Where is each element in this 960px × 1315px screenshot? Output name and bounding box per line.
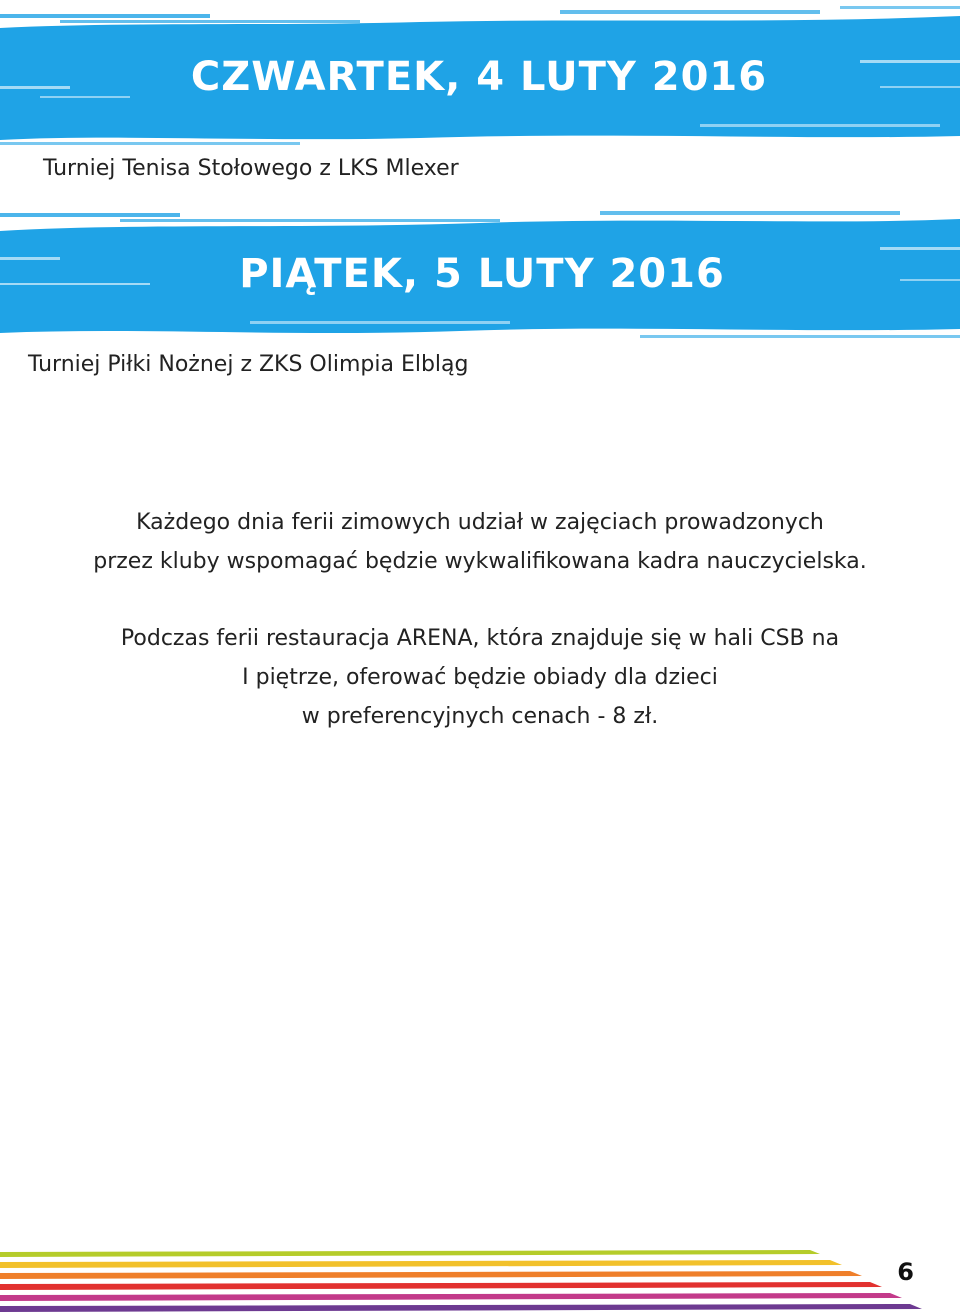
paragraph-line: przez kluby wspomagać będzie wykwalifikowana kadra nauczycielska. (93, 549, 867, 574)
paragraph-line: w preferencyjnych cenach - 8 zł. (301, 704, 659, 729)
event-text: Turniej Piłki Nożnej z ZKS Olimpia Elbląg (28, 352, 469, 377)
day-title: CZWARTEK, 4 LUTY 2016 (190, 54, 768, 100)
info-paragraph-instructors (0, 503, 960, 581)
paragraph-line: I piętrze, oferować będzie obiady dla dzieci (242, 665, 718, 690)
day-banner-thursday (0, 0, 960, 145)
day-title: PIĄTEK, 5 LUTY 2016 (239, 251, 725, 297)
paragraph-line: Każdego dnia ferii zimowych udział w zajęciach prowadzonych (136, 510, 824, 535)
day-banner-friday (0, 205, 960, 345)
info-paragraph-restaurant (0, 619, 960, 736)
page-number: 6 (897, 1258, 914, 1286)
event-text: Turniej Tenisa Stołowego z LKS Mlexer (43, 156, 459, 181)
footer-rainbow-stripes (0, 1248, 960, 1315)
paragraph-line: Podczas ferii restauracja ARENA, która znajduje się w hali CSB na (120, 626, 840, 651)
